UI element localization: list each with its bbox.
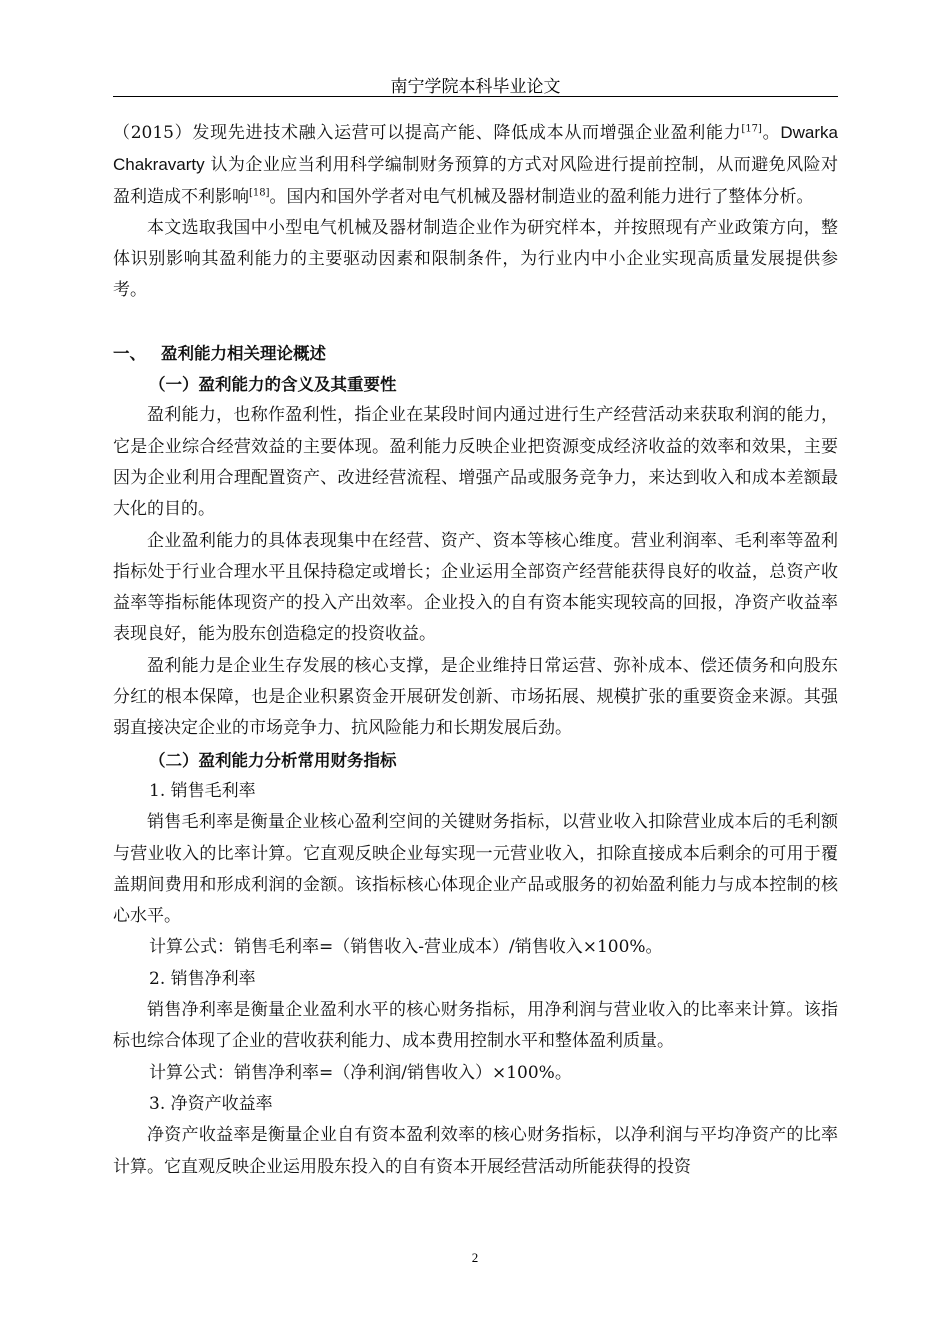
body-text — [113, 117, 838, 1183]
section-title: 盈利能力相关理论概述 — [161, 343, 326, 363]
paragraph-literature — [113, 117, 838, 213]
paragraph-definition: 盈利能力，也称作盈利性，指企业在某段时间内通过进行生产经营活动来获取利润的能力，它是企业综合经营效益的主要体现。盈利能力反映企业把资源变成经济收益的效率和效果，主要因为企业利用合理配置资产、改进经营流程、增强产品或服务竞争力，来达到收入和成本差额最大化的目的。 — [113, 405, 838, 520]
citation-18: [18] — [249, 186, 270, 198]
text-run: （2015）发现先进技术融入运营可以提高产能、降低成本从而增强企业盈利能力 — [113, 123, 742, 143]
header-rule — [113, 96, 838, 97]
indicator-title-2: 2. 销售净利率 — [149, 968, 256, 989]
paragraph-scope: 本文选取我国中小型电气机械及器材制造企业作为研究样本，并按照现有产业政策方向，整体识别影响其盈利能力的主要驱动因素和限制条件，为行业内中小企业实现高质量发展提供参考。 — [113, 217, 838, 301]
text-run: 。 — [761, 123, 781, 143]
section-gap — [113, 307, 838, 338]
text-run: 认为企业应当利用科学编制财务预算的方式对风险进行提前控制，从而避免风险对盈利造成不利影响 — [113, 155, 838, 207]
subsection-heading-1: （一）盈利能力的含义及其重要性 — [149, 375, 397, 395]
paragraph-net-margin: 销售净利率是衡量企业盈利水平的核心财务指标，用净利润与营业收入的比率来计算。该指标也综合体现了企业的营收获利能力、成本费用控制水平和整体盈利质量。 — [113, 1000, 838, 1052]
text-run: 。国内和国外学者对电气机械及器材制造业的盈利能力进行了整体分析。 — [269, 186, 814, 207]
formula-net-margin: 计算公式：销售净利率=（净利润/销售收入）×100%。 — [149, 1062, 572, 1083]
indicator-title-1: 1. 销售毛利率 — [149, 780, 256, 801]
paragraph-dimensions: 企业盈利能力的具体表现集中在经营、资产、资本等核心维度。营业利润率、毛利率等盈利指标处于行业合理水平且保持稳定或增长；企业运用全部资产经营能获得良好的收益，总资产收益率等指标能体现资产的投入产出效率。企业投入的自有资本能实现较高的回报，净资产收益率表现良好，能为股东创造稳定的投资收益。 — [113, 530, 838, 645]
author-name: Dwarka Chakravarty — [113, 123, 838, 175]
page-number: 2 — [471, 1250, 479, 1265]
subsection-heading-2: （二）盈利能力分析常用财务指标 — [149, 750, 397, 770]
running-header: 南宁学院本科毕业论文 — [390, 77, 561, 97]
paragraph-roe: 净资产收益率是衡量企业自有资本盈利效率的核心财务指标，以净利润与平均净资产的比率计算。它直观反映企业运用股东投入的自有资本开展经营活动所能获得的投资 — [113, 1125, 838, 1177]
indicator-title-3: 3. 净资产收益率 — [149, 1093, 273, 1114]
paragraph-importance: 盈利能力是企业生存发展的核心支撑，是企业维持日常运营、弥补成本、偿还债务和向股东分红的根本保障，也是企业积累资金开展研发创新、市场拓展、规模扩张的重要资金来源。其强弱直接决定企业的市场竞争力、抗风险能力和长期发展后劲。 — [113, 655, 838, 739]
citation-17: [17] — [741, 123, 762, 135]
formula-gross-margin: 计算公式：销售毛利率=（销售收入-营业成本）/销售收入×100%。 — [149, 937, 663, 958]
section-heading-1 — [113, 338, 838, 369]
paragraph-gross-margin: 销售毛利率是衡量企业核心盈利空间的关键财务指标，以营业收入扣除营业成本后的毛利额与营业收入的比率计算。它直观反映企业每实现一元营业收入，扣除直接成本后剩余的可用于覆盖期间费用和形成利润的金额。该指标核心体现企业产品或服务的初始盈利能力与成本控制的核心水平。 — [113, 812, 838, 927]
section-number: 一、 — [113, 343, 146, 363]
